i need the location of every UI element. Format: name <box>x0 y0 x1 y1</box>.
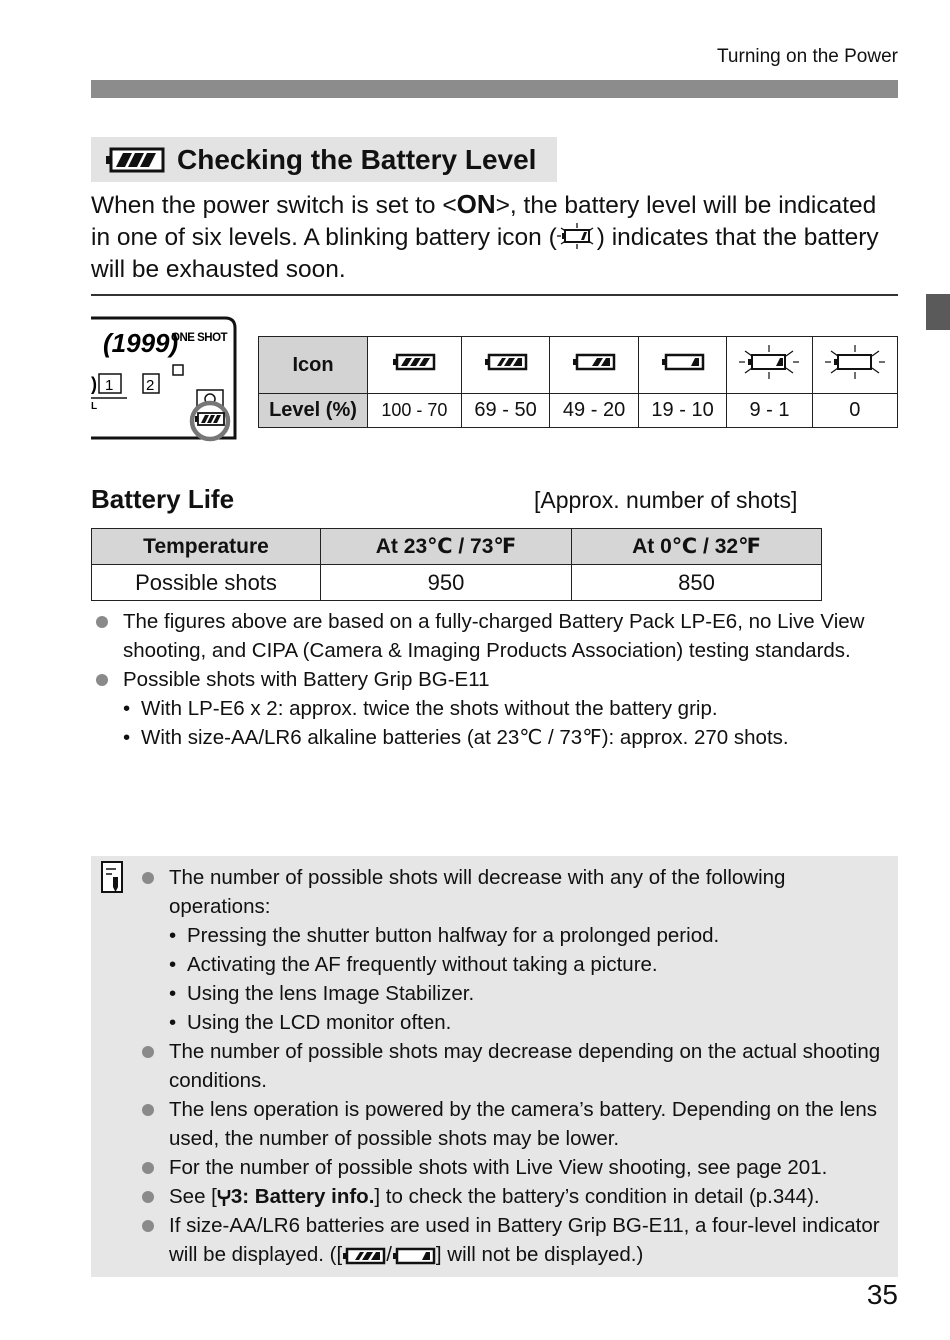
life-header-cell: Temperature <box>92 529 321 565</box>
wrench-icon <box>217 1189 231 1207</box>
lcd-card-1: 1 <box>105 377 114 394</box>
memo-b6-mid: / <box>386 1243 392 1266</box>
battery-life-approx: [Approx. number of shots] <box>534 487 798 513</box>
battery-full-icon <box>392 353 436 371</box>
battery-life-heading: Battery Life <box>91 484 235 514</box>
level-row <box>259 394 898 428</box>
memo-bullet: The lens operation is powered by the camera’s battery. Depending on the lens used, the number of possible shots may be lower. <box>137 1095 888 1153</box>
memo-bullet <box>137 1211 888 1269</box>
battery-life-table <box>91 528 822 601</box>
life-header-row <box>92 529 822 565</box>
battery-high-icon <box>484 353 528 371</box>
lcd-card-2: 2 <box>146 377 155 394</box>
intro-part-1: When the power switch is set to < <box>91 192 457 219</box>
battery-blinking-icon <box>557 223 597 249</box>
battery-low-icon <box>392 1247 436 1265</box>
running-header: Turning on the Power <box>717 46 898 67</box>
icon-row <box>259 337 898 394</box>
svg-text:L: L <box>91 401 98 412</box>
section-title-text: Checking the Battery Level <box>177 143 537 175</box>
lcd-panel-illustration <box>91 316 237 442</box>
memo-sub-item: • Using the LCD monitor often. <box>137 1008 888 1037</box>
life-cell: 950 <box>321 565 572 601</box>
section-title <box>91 137 557 182</box>
chapter-tab <box>926 294 950 330</box>
icon-cell <box>368 337 462 394</box>
divider-rule <box>91 294 898 296</box>
on-label: ON <box>456 189 496 219</box>
memo-b5-pre: See [ <box>169 1185 217 1208</box>
lcd-shots: (1999) <box>103 328 179 358</box>
battery-medium-icon <box>572 353 616 371</box>
icon-cell <box>727 337 812 394</box>
memo-sub-item: • Activating the AF frequently without taking a picture. <box>137 950 888 979</box>
battery-blinking-icon <box>739 345 799 379</box>
battery-level-table <box>258 336 898 428</box>
memo-icon <box>100 860 126 896</box>
level-cell: 49 - 20 <box>550 394 639 428</box>
icon-cell <box>812 337 897 394</box>
icon-cell <box>550 337 639 394</box>
note-bullet: Possible shots with Battery Grip BG-E11 <box>91 665 901 694</box>
icon-cell <box>461 337 550 394</box>
memo-bullet: For the number of possible shots with Live View shooting, see page 201. <box>137 1153 888 1182</box>
memo-box <box>91 856 898 1277</box>
memo-bullet: The number of possible shots will decrease with any of the following operations: <box>137 863 888 921</box>
level-cell: 100 - 70 <box>368 394 462 428</box>
level-cell: 0 <box>812 394 897 428</box>
life-header-cell: At 0℃ / 32℉ <box>572 529 822 565</box>
memo-b6-post: ] will not be displayed.) <box>435 1243 644 1266</box>
intro-part-3: ) indicates that the battery will be exhausted soon. <box>91 224 879 283</box>
memo-bullet <box>137 1182 888 1211</box>
note-bullet: The figures above are based on a fully-charged Battery Pack LP-E6, no Live View shooting, and CIPA (Camera & Imaging Products Association) testing standards. <box>91 607 901 665</box>
intro-paragraph <box>91 188 891 286</box>
intro-part-2: >, the battery level will be indicated in one of six levels. A blinking battery icon ( <box>91 192 877 251</box>
level-cell: 9 - 1 <box>727 394 812 428</box>
level-cell: 19 - 10 <box>638 394 727 428</box>
battery-full-icon <box>103 147 165 173</box>
battery-low-icon <box>661 353 705 371</box>
memo-b5-post: ] to check the battery’s condition in detail (p.344). <box>374 1185 820 1208</box>
battery-empty-blinking-icon <box>825 345 885 379</box>
battery-info-label: 3: Battery info. <box>230 1185 375 1208</box>
life-header-cell: At 23℃ / 73℉ <box>321 529 572 565</box>
memo-bullet: The number of possible shots may decrease depending on the actual shooting conditions. <box>137 1037 888 1095</box>
battery-life-notes <box>91 607 901 752</box>
level-cell: 69 - 50 <box>461 394 550 428</box>
memo-sub-item: • Pressing the shutter button halfway for a prolonged period. <box>137 921 888 950</box>
life-row <box>92 565 822 601</box>
page-number: 35 <box>866 1279 898 1310</box>
note-sub-item: • With LP-E6 x 2: approx. twice the shots without the battery grip. <box>91 694 901 723</box>
icon-header: Icon <box>259 337 368 394</box>
memo-b6-pre: If size-AA/LR6 batteries are used in Battery Grip BG-E11, a four-level indicator will be displayed. ([ <box>169 1214 880 1266</box>
life-cell: Possible shots <box>92 565 321 601</box>
svg-text:): ) <box>91 374 97 394</box>
level-header: Level (%) <box>259 394 368 428</box>
lcd-mode: ONE SHOT <box>171 332 228 344</box>
battery-high-icon <box>342 1247 386 1265</box>
note-sub-item: • With size-AA/LR6 alkaline batteries (at 23℃ / 73℉): approx. 270 shots. <box>91 723 901 752</box>
header-bar <box>91 80 898 98</box>
icon-cell <box>638 337 727 394</box>
memo-sub-item: • Using the lens Image Stabilizer. <box>137 979 888 1008</box>
life-cell: 850 <box>572 565 822 601</box>
